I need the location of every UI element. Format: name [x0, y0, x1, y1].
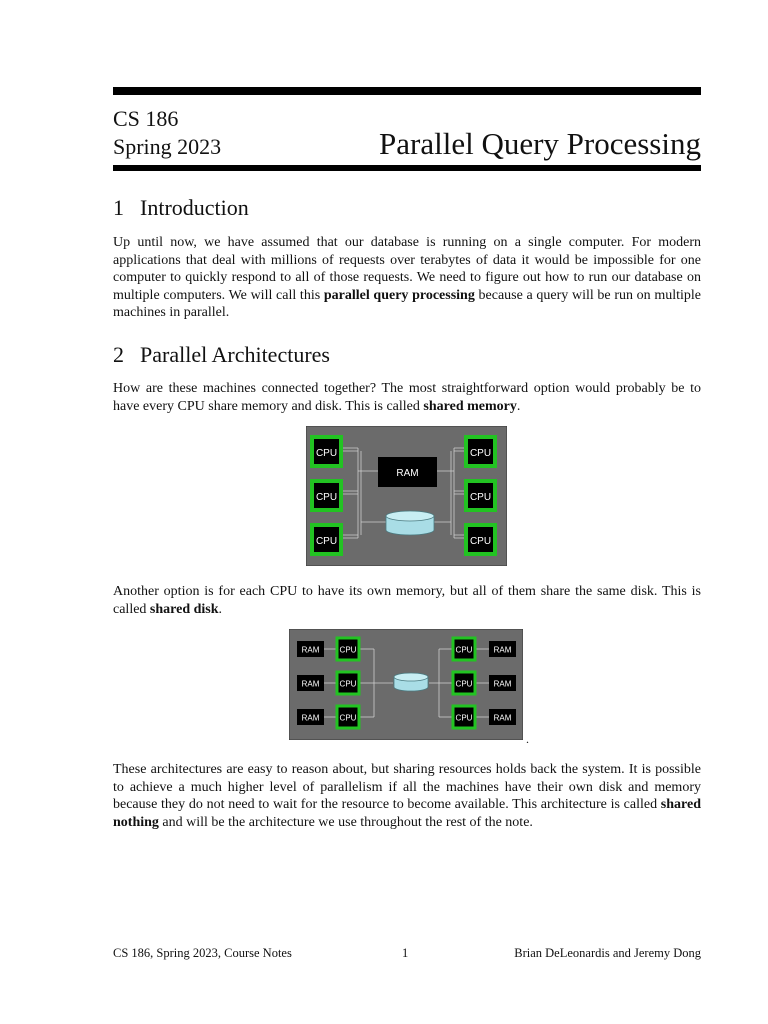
shared-disk-diagram: [289, 629, 523, 740]
paragraph-shared-memory: [113, 380, 701, 415]
cpu-box: [312, 481, 341, 510]
svg-text:CPU: CPU: [455, 645, 473, 655]
paragraph-text: How are these machines connected together? The most straightforward option would probably be to have every CPU share memory and disk. This is called: [113, 381, 701, 414]
svg-text:CPU: CPU: [315, 492, 338, 503]
ram-box: [297, 675, 324, 691]
ram-box: [489, 641, 516, 657]
cpu-box: [466, 481, 495, 510]
course-code: CS 186: [113, 106, 179, 131]
paragraph-text: These architectures are easy to reason about, but sharing resources holds back the system. It is possible to achieve a much higher level of parallelism if all the machines have their own disk and memory because they do not need to wait for the resource to become available. This architecture is called: [113, 762, 701, 813]
svg-text:CPU: CPU: [455, 679, 473, 689]
paragraph-text: Another option is for each CPU to have its own memory, but all of them share the same disk. This is called: [113, 584, 701, 617]
ram-box: [297, 641, 324, 657]
cpu-box: [337, 706, 359, 728]
cpu-box: [466, 525, 495, 554]
cpu-box: [337, 672, 359, 694]
svg-text:CPU: CPU: [339, 713, 357, 723]
svg-text:CPU: CPU: [339, 679, 357, 689]
svg-text:CPU: CPU: [315, 448, 338, 459]
document-title: Parallel Query Processing: [379, 126, 701, 161]
course-term: Spring 2023: [113, 134, 222, 159]
footer-page-number: 1: [402, 946, 409, 960]
paragraph-text: .: [516, 398, 521, 414]
section-number: 1: [113, 195, 124, 220]
svg-text:CPU: CPU: [339, 645, 357, 655]
term-parallel-query-processing: parallel query processing: [323, 287, 475, 303]
paragraph-text: and will be the architecture we use throughout the rest of the note.: [158, 814, 533, 830]
paragraph-text: Up until now, we have assumed that our database is running on a single computer. For modern applications that deal with millions of requests over terabytes of data it would be impossible for one computer to quickly respond to all of those requests. We need to figure out how to run our database on multiple computers. We will call this: [113, 235, 701, 303]
ram-box: [297, 709, 324, 725]
shared-memory-diagram: [306, 426, 507, 566]
header-bottom-rule: [113, 165, 701, 171]
section-heading-introduction: [113, 195, 249, 221]
paragraph-text: .: [218, 601, 223, 617]
term-shared-disk: shared disk: [149, 601, 219, 617]
ram-box: [489, 709, 516, 725]
ram-box: [378, 457, 437, 487]
disk-icon: [394, 673, 428, 691]
header-top-rule: [113, 87, 701, 95]
svg-text:RAM: RAM: [301, 645, 320, 655]
svg-text:RAM: RAM: [301, 713, 320, 723]
svg-text:CPU: CPU: [469, 448, 492, 459]
footer-course-notes: CS 186, Spring 2023, Course Notes: [113, 946, 292, 960]
svg-text:RAM: RAM: [493, 713, 512, 723]
svg-text:CPU: CPU: [469, 492, 492, 503]
cpu-box: [453, 706, 475, 728]
svg-text:CPU: CPU: [455, 713, 473, 723]
svg-text:RAM: RAM: [493, 645, 512, 655]
section-number: 2: [113, 342, 124, 367]
cpu-box: [453, 638, 475, 660]
cpu-box: [337, 638, 359, 660]
cpu-box: [312, 437, 341, 466]
term-shared-memory: shared memory: [423, 398, 517, 414]
term-shared-nothing: shared nothing: [113, 797, 701, 830]
svg-text:RAM: RAM: [493, 679, 512, 689]
section-heading-parallel-architectures: [113, 342, 330, 368]
svg-text:CPU: CPU: [315, 536, 338, 547]
paragraph-shared-disk: [113, 583, 701, 618]
section-title: Introduction: [140, 195, 249, 220]
paragraph-shared-nothing: [113, 761, 701, 831]
ram-box: [489, 675, 516, 691]
cpu-box: [312, 525, 341, 554]
svg-text:RAM: RAM: [301, 679, 320, 689]
figure-trailing-mark: .: [526, 732, 529, 746]
footer-authors: Brian DeLeonardis and Jeremy Dong: [514, 946, 701, 960]
cpu-box: [466, 437, 495, 466]
cpu-box: [453, 672, 475, 694]
disk-icon: [386, 511, 434, 535]
svg-text:RAM: RAM: [396, 468, 419, 479]
paragraph-introduction: [113, 234, 701, 322]
svg-text:CPU: CPU: [469, 536, 492, 547]
paragraph-text: because a query will be run on multiple machines in parallel.: [113, 287, 701, 321]
section-title: Parallel Architectures: [140, 342, 330, 367]
